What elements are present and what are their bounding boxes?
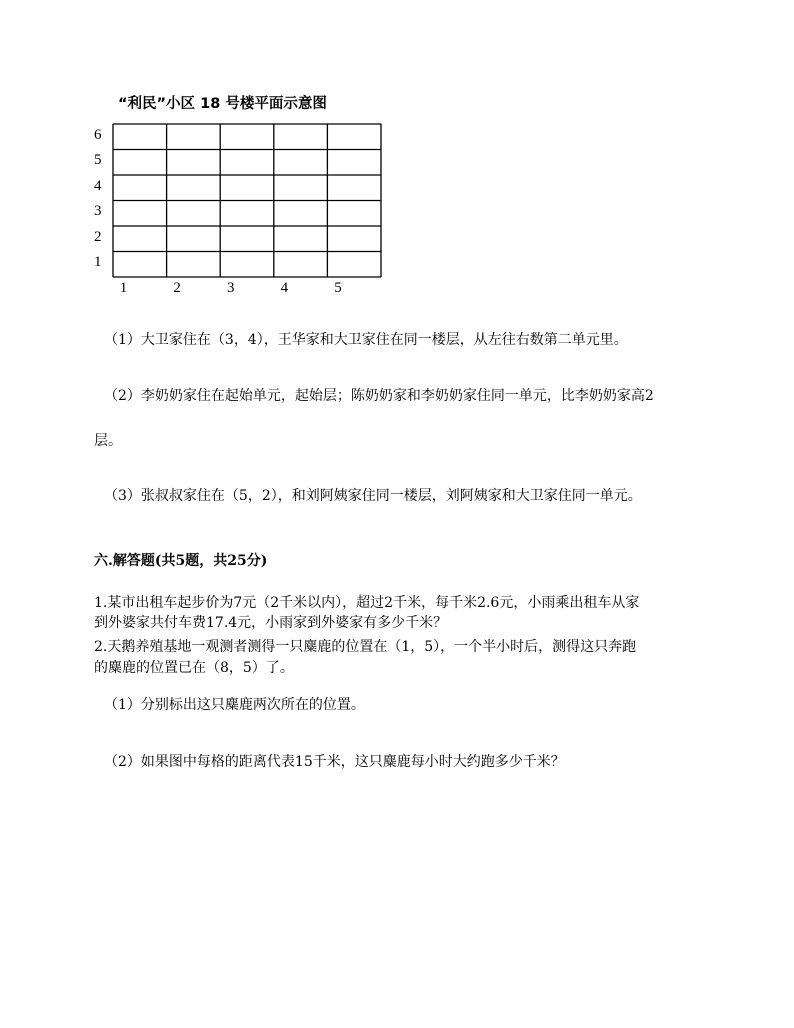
problem-2-line-1: 2.天鹅养殖基地一观测者测得一只麋鹿的位置在（1，5），一个半小时后，测得这只奔跑	[94, 639, 637, 655]
y-axis-label: 1	[94, 254, 102, 271]
problem-2-line-2: 的麋鹿的位置已在（8，5）了。	[94, 660, 294, 676]
y-axis-label: 6	[94, 126, 102, 143]
x-axis-label: 5	[334, 280, 342, 296]
question-1: （1）大卫家住在（3，4），王华家和大卫家住在同一楼层，从左往右数第二单元里。	[104, 332, 628, 348]
y-axis-label: 3	[94, 203, 102, 220]
section-heading: 六.解答题(共5题，共25分)	[94, 553, 268, 569]
x-axis-label: 2	[173, 280, 181, 296]
problem-2-sub-1: （1）分别标出这只麋鹿两次所在的位置。	[104, 697, 365, 713]
y-axis-label: 5	[94, 152, 102, 169]
y-axis-label: 2	[94, 228, 102, 245]
question-2-line-1: （2）李奶奶家住在起始单元，起始层；陈奶奶家和李奶奶家住同一单元，比李奶奶家高2	[104, 388, 654, 404]
problem-1-line-1: 1.某市出租车起步价为7元（2千米以内），超过2千米，每千米2.6元，小雨乘出租车从家	[94, 595, 640, 611]
y-axis-label: 4	[94, 177, 102, 194]
question-2-line-2: 层。	[94, 433, 122, 449]
figure-title: “利民”小区 18 号楼平面示意图	[118, 96, 327, 112]
question-3: （3）张叔叔家住在（5，2），和刘阿姨家住同一楼层，刘阿姨家和大卫家住同一单元。	[104, 488, 642, 504]
x-axis-label: 3	[227, 280, 235, 296]
problem-1-line-2: 到外婆家共付车费17.4元，小雨家到外婆家有多少千米？	[94, 615, 448, 631]
x-axis-label: 1	[119, 280, 128, 296]
x-axis-label: 4	[280, 280, 289, 296]
problem-2-sub-2: （2）如果图中每格的距离代表15千米，这只麋鹿每小时大约跑多少千米？	[104, 754, 565, 770]
